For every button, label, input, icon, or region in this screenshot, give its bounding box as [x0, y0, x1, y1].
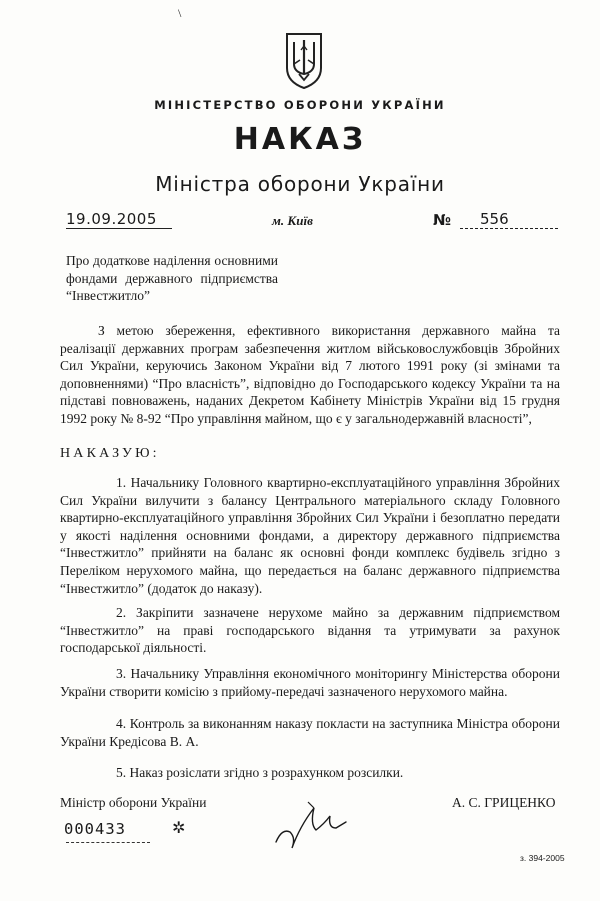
order-number: 556 — [480, 210, 509, 228]
handwritten-signature — [270, 798, 350, 852]
number-label: № — [433, 211, 452, 229]
serial-underline — [66, 842, 150, 843]
preamble: З метою збереження, ефективного використання державного майна та реалізації державних програм забезпечення житлом військовослужбовців Збройних Сил України, керуючись Законом України від 7 лютого 1991 року (зі змінами та доповненнями) “Про власність”, відповідно до Господарського кодексу України та на підставі повноважень, наданих Декретом Кабінету Міністрів України від 15 грудня 1992 року № 8-92 “Про управління майном, що є у загальнодержавній власності”, — [60, 323, 560, 426]
order-item-5: 5. Наказ розіслати згідно з розрахунком розсилки. — [116, 765, 404, 780]
order-subject: Про додаткове наділення основними фондами державного підприємства “Інвестжитло” — [66, 253, 278, 303]
order-item-2: 2. Закріпити зазначене нерухоме майно за державним підприємством “Інвестжитло” на праві господарського відання та утримувати за рахунок господарської діяльності. — [60, 605, 560, 656]
order-date: 19.09.2005 — [66, 210, 157, 228]
order-item-3: 3. Начальнику Управління економічного моніторингу Міністерства оборони України створити комісію з прийому-передачі зазначеного нерухомого майна. — [60, 666, 560, 699]
signatory-position: Міністр оборони України — [60, 795, 207, 810]
city: м. Київ — [272, 213, 313, 228]
order-item-1: 1. Начальнику Головного квартирно-експлуатаційного управління Збройних Сил України вилучити з балансу Центрального матеріального складу Головного квартирно-експлуатаційного управління Збройних Сил України і безоплатно передати у якості наділення основними фондами, а директору державного підприємства “Інвестжитло” прийняти на баланс як основні фонди комплекс будівель згідно з Переліком нерухомого майна, що передається на баланс державного підприємства “Інвестжитло” (додаток до наказу). — [60, 475, 560, 596]
form-code: з. 394-2005 — [520, 853, 565, 863]
signatory-name: А. С. ГРИЦЕНКО — [452, 795, 556, 810]
trident-emblem-icon — [283, 30, 325, 90]
seal-mark-icon: ✲ — [172, 820, 186, 837]
order-item-4: 4. Контроль за виконанням наказу покласти на заступника Міністра оборони України Кредісова В. А. — [60, 716, 560, 749]
ministry-header: МІНІСТЕРСТВО ОБОРОНИ УКРАЇНИ — [154, 98, 446, 112]
stray-mark: \ — [178, 6, 182, 20]
date-field — [66, 210, 172, 229]
number-field — [460, 211, 558, 229]
document-title: НАКАЗ — [233, 122, 367, 157]
document-subtitle: Міністра оборони України — [155, 172, 445, 196]
serial-number: 000433 — [64, 820, 126, 838]
order-heading: НАКАЗУЮ: — [60, 446, 160, 461]
